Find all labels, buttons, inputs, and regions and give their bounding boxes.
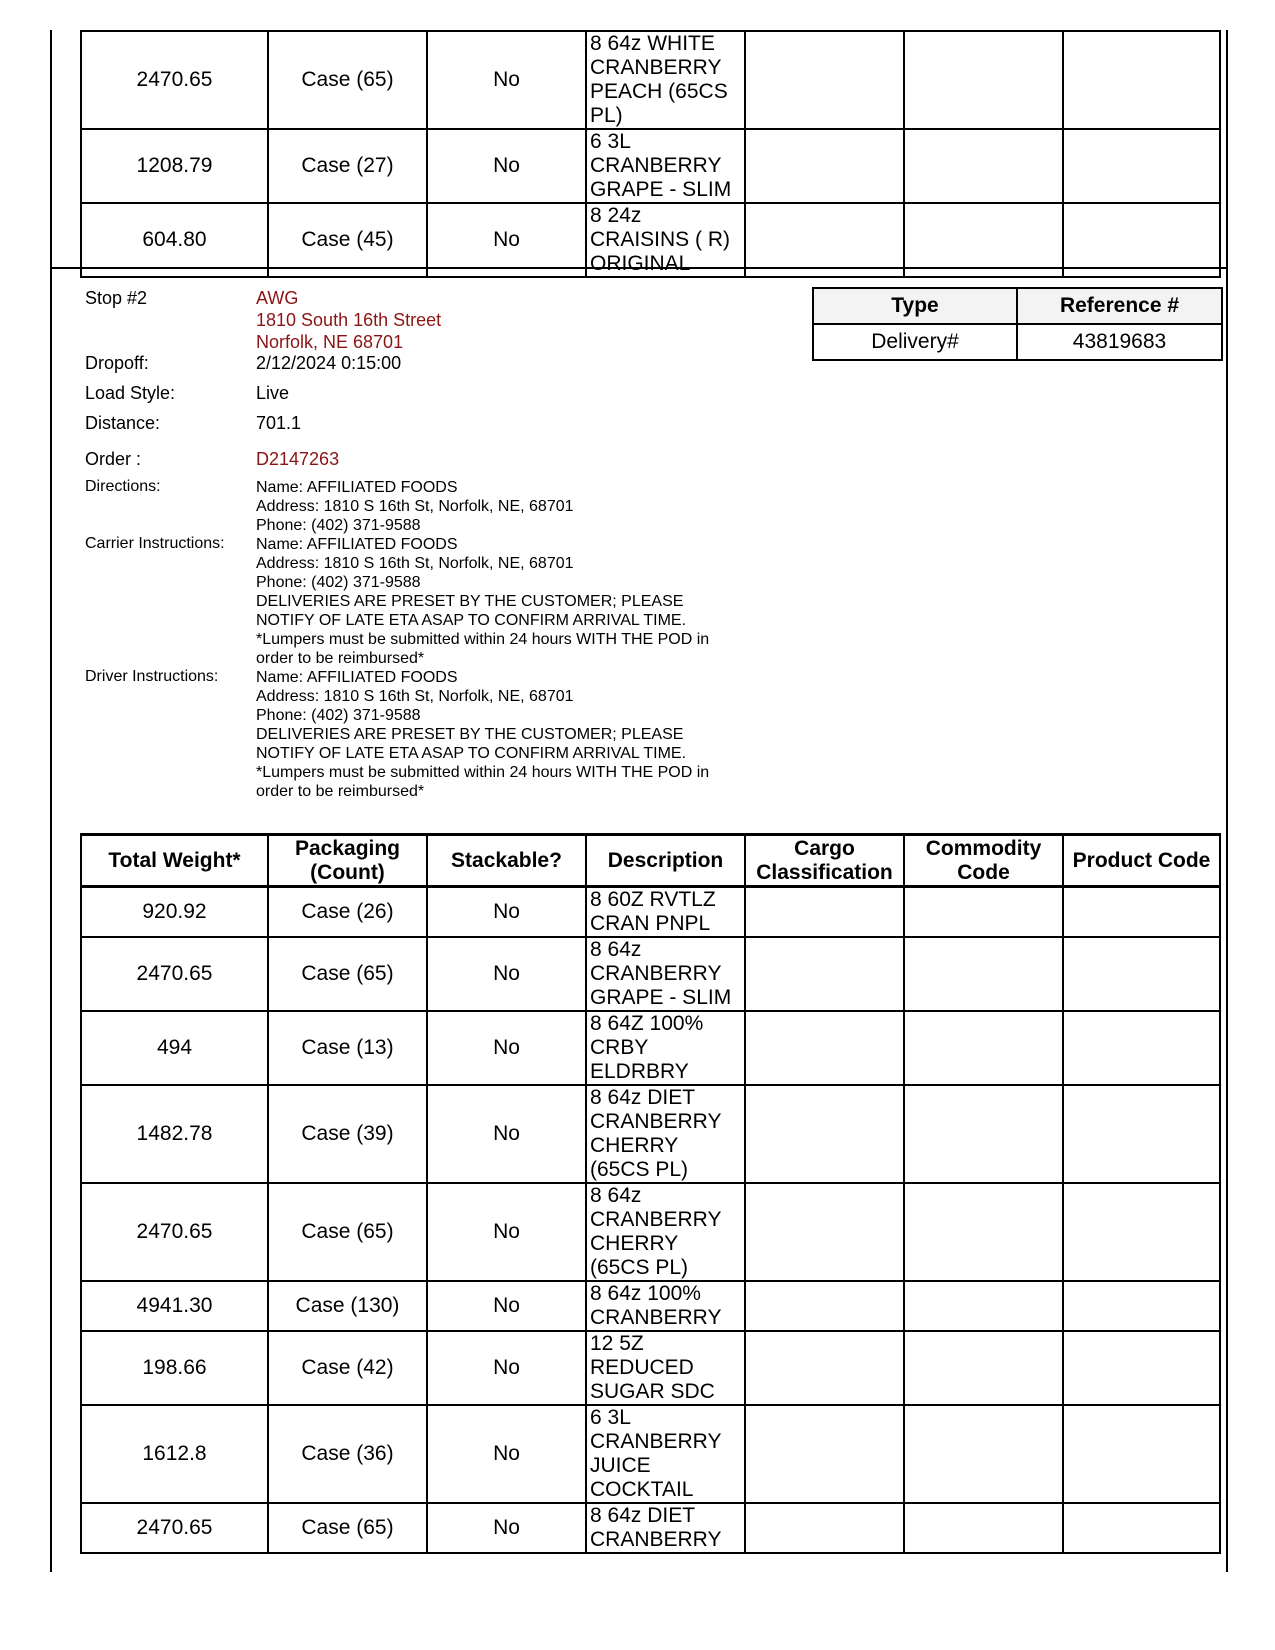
right-border (1226, 30, 1228, 1572)
cell-commodity (904, 31, 1063, 129)
reference-number-value: 43819683 (1017, 324, 1222, 360)
cell-description: 8 64z WHITE CRANBERRY PEACH (65CS PL) (586, 31, 745, 129)
cell-stackable: No (427, 1503, 586, 1553)
order-value: D2147263 (256, 449, 340, 469)
table-row (81, 1011, 1220, 1085)
cell-cargo (745, 31, 904, 129)
table-row (81, 1331, 1220, 1405)
cell-product (1063, 1331, 1220, 1405)
table-row (81, 1281, 1220, 1331)
cell-commodity (904, 129, 1063, 203)
cell-packaging: Case (13) (268, 1011, 427, 1085)
table-row (81, 1183, 1220, 1281)
driver-instructions-label: Driver Instructions: (85, 668, 219, 685)
cell-packaging: Case (36) (268, 1405, 427, 1503)
stop-address-line1: 1810 South 16th Street (256, 310, 442, 330)
cell-packaging: Case (65) (268, 1183, 427, 1281)
cell-packaging: Case (39) (268, 1085, 427, 1183)
cell-product (1063, 1011, 1220, 1085)
table-row (81, 1503, 1220, 1553)
cell-description: 8 64z DIET CRANBERRY (586, 1503, 745, 1553)
stop-name: AWG (256, 288, 299, 308)
cell-commodity (904, 1011, 1063, 1085)
stop-label: Stop #2 (85, 288, 148, 308)
cell-cargo (745, 1085, 904, 1183)
directions-text: Name: AFFILIATED FOODS Address: 1810 S 16th St, Norfolk, NE, 68701 Phone: (402) 371-9588 (256, 479, 574, 534)
table-row (81, 1405, 1220, 1503)
cell-commodity (904, 937, 1063, 1011)
stop-address-line2: Norfolk, NE 68701 (256, 332, 404, 352)
reference-type-value: Delivery# (813, 324, 1017, 360)
cell-weight: 920.92 (81, 887, 268, 938)
cell-cargo (745, 1183, 904, 1281)
cell-cargo (745, 1011, 904, 1085)
cell-packaging: Case (26) (268, 887, 427, 938)
cell-description: 8 64z CRANBERRY CHERRY (65CS PL) (586, 1183, 745, 1281)
cell-product (1063, 1503, 1220, 1553)
cell-cargo (745, 203, 904, 277)
cell-weight: 4941.30 (81, 1281, 268, 1331)
cell-packaging: Case (42) (268, 1331, 427, 1405)
cell-weight: 198.66 (81, 1331, 268, 1405)
cell-cargo (745, 1281, 904, 1331)
cell-weight: 604.80 (81, 203, 268, 277)
cell-commodity (904, 203, 1063, 277)
header-product-code: Product Code (1063, 835, 1220, 887)
cell-product (1063, 1085, 1220, 1183)
cell-description: 8 60Z RVTLZ CRAN PNPL (586, 887, 745, 938)
cell-description: 8 64z DIET CRANBERRY CHERRY (65CS PL) (586, 1085, 745, 1183)
table-row (81, 887, 1220, 938)
cell-weight: 1482.78 (81, 1085, 268, 1183)
reference-table (812, 287, 1223, 361)
cell-stackable: No (427, 203, 586, 277)
cell-cargo (745, 937, 904, 1011)
cell-commodity (904, 1281, 1063, 1331)
table-row (81, 129, 1220, 203)
cell-weight: 2470.65 (81, 1183, 268, 1281)
header-commodity-code: Commodity Code (904, 835, 1063, 887)
cell-stackable: No (427, 1281, 586, 1331)
cell-cargo (745, 129, 904, 203)
table-row (81, 203, 1220, 277)
cell-packaging: Case (65) (268, 1503, 427, 1553)
cell-description: 6 3L CRANBERRY GRAPE - SLIM (586, 129, 745, 203)
cell-stackable: No (427, 1405, 586, 1503)
order-label: Order : (85, 449, 142, 469)
load-style-label: Load Style: (85, 383, 176, 403)
cell-packaging: Case (27) (268, 129, 427, 203)
cell-cargo (745, 1331, 904, 1405)
cell-commodity (904, 887, 1063, 938)
cell-product (1063, 887, 1220, 938)
carrier-instructions-label: Carrier Instructions: (85, 535, 225, 552)
cell-stackable: No (427, 887, 586, 938)
left-border (50, 30, 52, 1572)
cell-stackable: No (427, 937, 586, 1011)
cell-description: 12 5Z REDUCED SUGAR SDC (586, 1331, 745, 1405)
cell-weight: 2470.65 (81, 937, 268, 1011)
cell-weight: 2470.65 (81, 31, 268, 129)
cell-product (1063, 31, 1220, 129)
reference-number-header: Reference # (1017, 288, 1222, 324)
cell-commodity (904, 1085, 1063, 1183)
cell-weight: 1612.8 (81, 1405, 268, 1503)
cell-cargo (745, 1503, 904, 1553)
cell-cargo (745, 1405, 904, 1503)
cell-commodity (904, 1405, 1063, 1503)
cell-description: 8 64z CRANBERRY GRAPE - SLIM (586, 937, 745, 1011)
cell-stackable: No (427, 1183, 586, 1281)
cell-packaging: Case (130) (268, 1281, 427, 1331)
header-stackable: Stackable? (427, 835, 586, 887)
distance-value: 701.1 (256, 413, 302, 433)
cell-weight: 1208.79 (81, 129, 268, 203)
distance-label: Distance: (85, 413, 161, 433)
items-table (80, 833, 1221, 1554)
cell-product (1063, 129, 1220, 203)
cell-commodity (904, 1183, 1063, 1281)
top-items-table (80, 30, 1221, 278)
cell-cargo (745, 887, 904, 938)
cell-stackable: No (427, 31, 586, 129)
header-total-weight: Total Weight* (81, 835, 268, 887)
cell-packaging: Case (45) (268, 203, 427, 277)
cell-product (1063, 937, 1220, 1011)
cell-stackable: No (427, 1331, 586, 1405)
carrier-instructions-text: Name: AFFILIATED FOODS Address: 1810 S 16th St, Norfolk, NE, 68701 Phone: (402) 371-9588 DELIVERIES ARE PRESET BY THE CUSTOMER; PLEASE NOTIFY OF LATE ETA ASAP TO CONFIRM ARRIVAL TIME. *Lumpers must be submitted within 24 hours WITH THE POD in order to be reimbursed* (256, 536, 710, 667)
table-row (81, 937, 1220, 1011)
cell-commodity (904, 1331, 1063, 1405)
cell-description: 8 24z CRAISINS ( R) ORIGINAL (586, 203, 745, 277)
cell-commodity (904, 1503, 1063, 1553)
reference-type-header: Type (813, 288, 1017, 324)
cell-weight: 2470.65 (81, 1503, 268, 1553)
header-cargo-classification: Cargo Classification (745, 835, 904, 887)
cell-description: 8 64z 100% CRANBERRY (586, 1281, 745, 1331)
header-description: Description (586, 835, 745, 887)
cell-product (1063, 1183, 1220, 1281)
dropoff-label: Dropoff: (85, 353, 149, 373)
cell-stackable: No (427, 129, 586, 203)
cell-description: 6 3L CRANBERRY JUICE COCKTAIL (586, 1405, 745, 1503)
table-row (81, 31, 1220, 129)
cell-description: 8 64Z 100% CRBY ELDRBRY (586, 1011, 745, 1085)
dropoff-value: 2/12/2024 0:15:00 (256, 353, 402, 373)
cell-weight: 494 (81, 1011, 268, 1085)
cell-product (1063, 1405, 1220, 1503)
cell-packaging: Case (65) (268, 937, 427, 1011)
directions-label: Directions: (85, 478, 161, 495)
header-packaging: Packaging (Count) (268, 835, 427, 887)
cell-stackable: No (427, 1085, 586, 1183)
load-style-value: Live (256, 383, 290, 403)
cell-packaging: Case (65) (268, 31, 427, 129)
driver-instructions-text: Name: AFFILIATED FOODS Address: 1810 S 16th St, Norfolk, NE, 68701 Phone: (402) 371-9588 DELIVERIES ARE PRESET BY THE CUSTOMER; PLEASE NOTIFY OF LATE ETA ASAP TO CONFIRM ARRIVAL TIME. *Lumpers must be submitted within 24 hours WITH THE POD in order to be reimbursed* (256, 669, 710, 800)
table-row (81, 1085, 1220, 1183)
cell-product (1063, 203, 1220, 277)
cell-product (1063, 1281, 1220, 1331)
cell-stackable: No (427, 1011, 586, 1085)
